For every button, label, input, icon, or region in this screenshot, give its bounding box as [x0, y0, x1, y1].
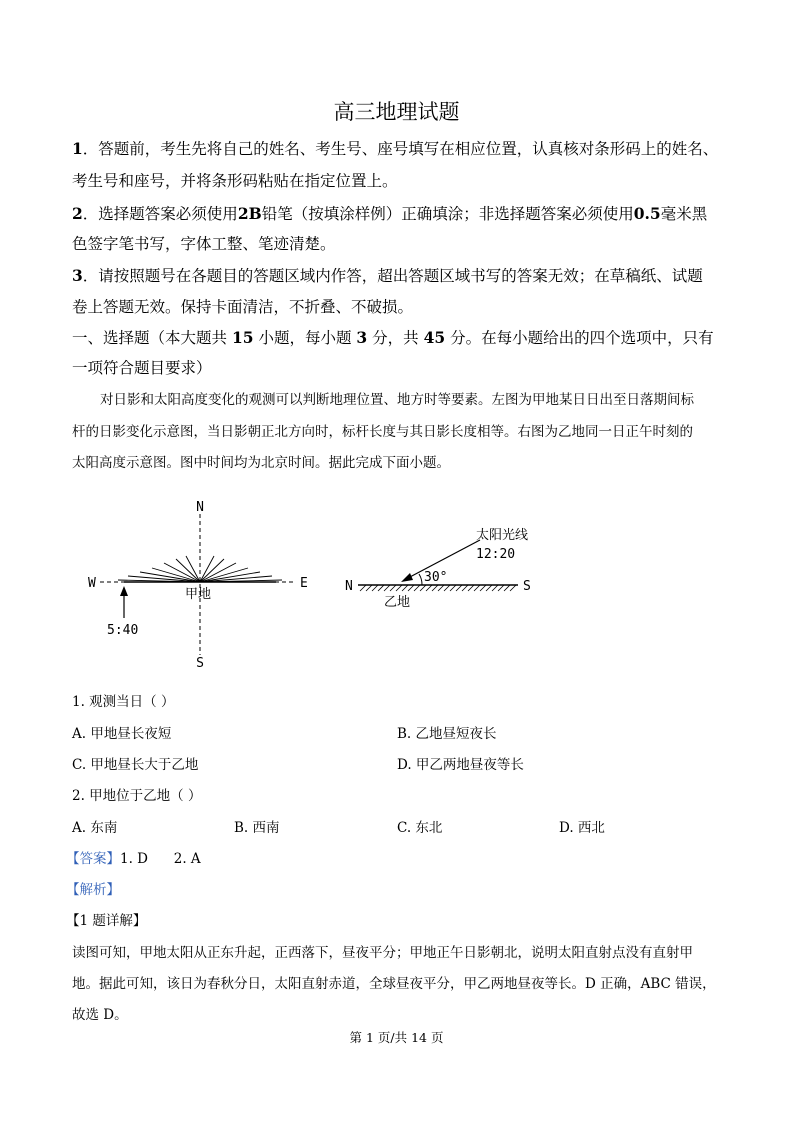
- left-label-e: E: [300, 576, 308, 591]
- question-2-stem: 2. 甲地位于乙地（ ）: [72, 788, 202, 804]
- analysis-tag: 【解析】: [66, 882, 120, 898]
- question-2-option-a: A. 东南: [72, 820, 118, 836]
- instruction-1-line-1: 1．答题前，考生先将自己的姓名、考生号、座号填写在相应位置，认真核对条形码上的姓名、: [72, 139, 719, 158]
- right-label-s: S: [523, 579, 531, 594]
- question-1-option-c: C. 甲地昼长大于乙地: [72, 757, 199, 773]
- right-label-sunray: 太阳光线: [476, 528, 529, 543]
- right-sun-angle-figure: [345, 527, 531, 610]
- question-1-option-b: B. 乙地昼短夜长: [397, 726, 497, 742]
- page-title: 高三地理试题: [333, 100, 460, 124]
- detail-heading: 【1 题详解】: [66, 913, 147, 929]
- instruction-1-line-2: 考生号和座号，并将条形码粘贴在指定位置上。: [72, 172, 398, 190]
- left-label-n: N: [196, 500, 204, 515]
- ground-hatching: [360, 585, 516, 591]
- sunrise-arrow-head: [120, 586, 128, 596]
- left-shadow-figure: [88, 500, 308, 671]
- instruction-2-line-1: 2．选择题答案必须使用2B铅笔（按填涂样例）正确填涂；非选择题答案必须使用0.5毫米黑: [72, 204, 708, 223]
- right-label-place: 乙地: [384, 595, 411, 610]
- question-2-option-b: B. 西南: [234, 820, 280, 836]
- right-label-angle: 30°: [424, 570, 448, 585]
- passage-line-2: 杆的日影变化示意图，当日影朝正北方向时，标杆长度与其日影长度相等。右图为乙地同一日正午时刻的: [72, 424, 693, 440]
- question-1-stem: 1. 观测当日（ ）: [72, 694, 175, 710]
- answer-text: 1. D 2. A: [120, 851, 201, 867]
- answer-line: [66, 847, 201, 867]
- left-label-s: S: [196, 656, 204, 671]
- left-label-place: 甲地: [185, 587, 212, 602]
- detail-line-1: 读图可知，甲地太阳从正东升起，正西落下，昼夜平分；甲地正午日影朝北，说明太阳直射点没有直射甲: [72, 945, 693, 961]
- instruction-3-line-1: 3．请按照题号在各题目的答题区域内作答，超出答题区域书写的答案无效；在草稿纸、试题: [72, 266, 703, 285]
- left-label-time: 5:40: [107, 623, 139, 638]
- passage-line-1: 对日影和太阳高度变化的观测可以判断地理位置、地方时等要素。左图为甲地某日日出至日落期间标: [100, 392, 694, 408]
- sun-ray-arrow-head: [401, 573, 413, 582]
- page-footer: 第 1 页/共 14 页: [349, 1030, 444, 1045]
- detail-line-2: 地。据此可知，该日为春秋分日，太阳直射赤道，全球昼夜平分，甲乙两地昼夜等长。D 正确，ABC 错误，: [72, 976, 716, 992]
- instruction-2-line-2: 色签字笔书写，字体工整、笔迹清楚。: [72, 235, 336, 253]
- passage-line-3: 太阳高度示意图。图中时间均为北京时间。据此完成下面小题。: [72, 455, 450, 471]
- right-label-n: N: [345, 579, 353, 594]
- question-1-option-a: A. 甲地昼长夜短: [72, 726, 172, 742]
- right-label-time: 12:20: [476, 547, 516, 562]
- question-2-option-d: D. 西北: [559, 820, 605, 836]
- section-header-line-2: 一项符合题目要求）: [72, 359, 212, 377]
- left-label-w: W: [88, 576, 96, 591]
- answer-tag: 【答案】: [66, 851, 120, 867]
- detail-line-3: 故选 D。: [72, 1007, 128, 1023]
- question-2-option-c: C. 东北: [397, 820, 443, 836]
- angle-arc: [419, 574, 422, 585]
- section-header-line-1: 一、选择题（本大题共 15 小题，每小题 3 分，共 45 分。在每小题给出的四个选项中，只有: [72, 328, 714, 347]
- question-1-option-d: D. 甲乙两地昼夜等长: [397, 757, 524, 773]
- instruction-3-line-2: 卷上答题无效。保持卡面清洁，不折叠、不破损。: [72, 298, 414, 316]
